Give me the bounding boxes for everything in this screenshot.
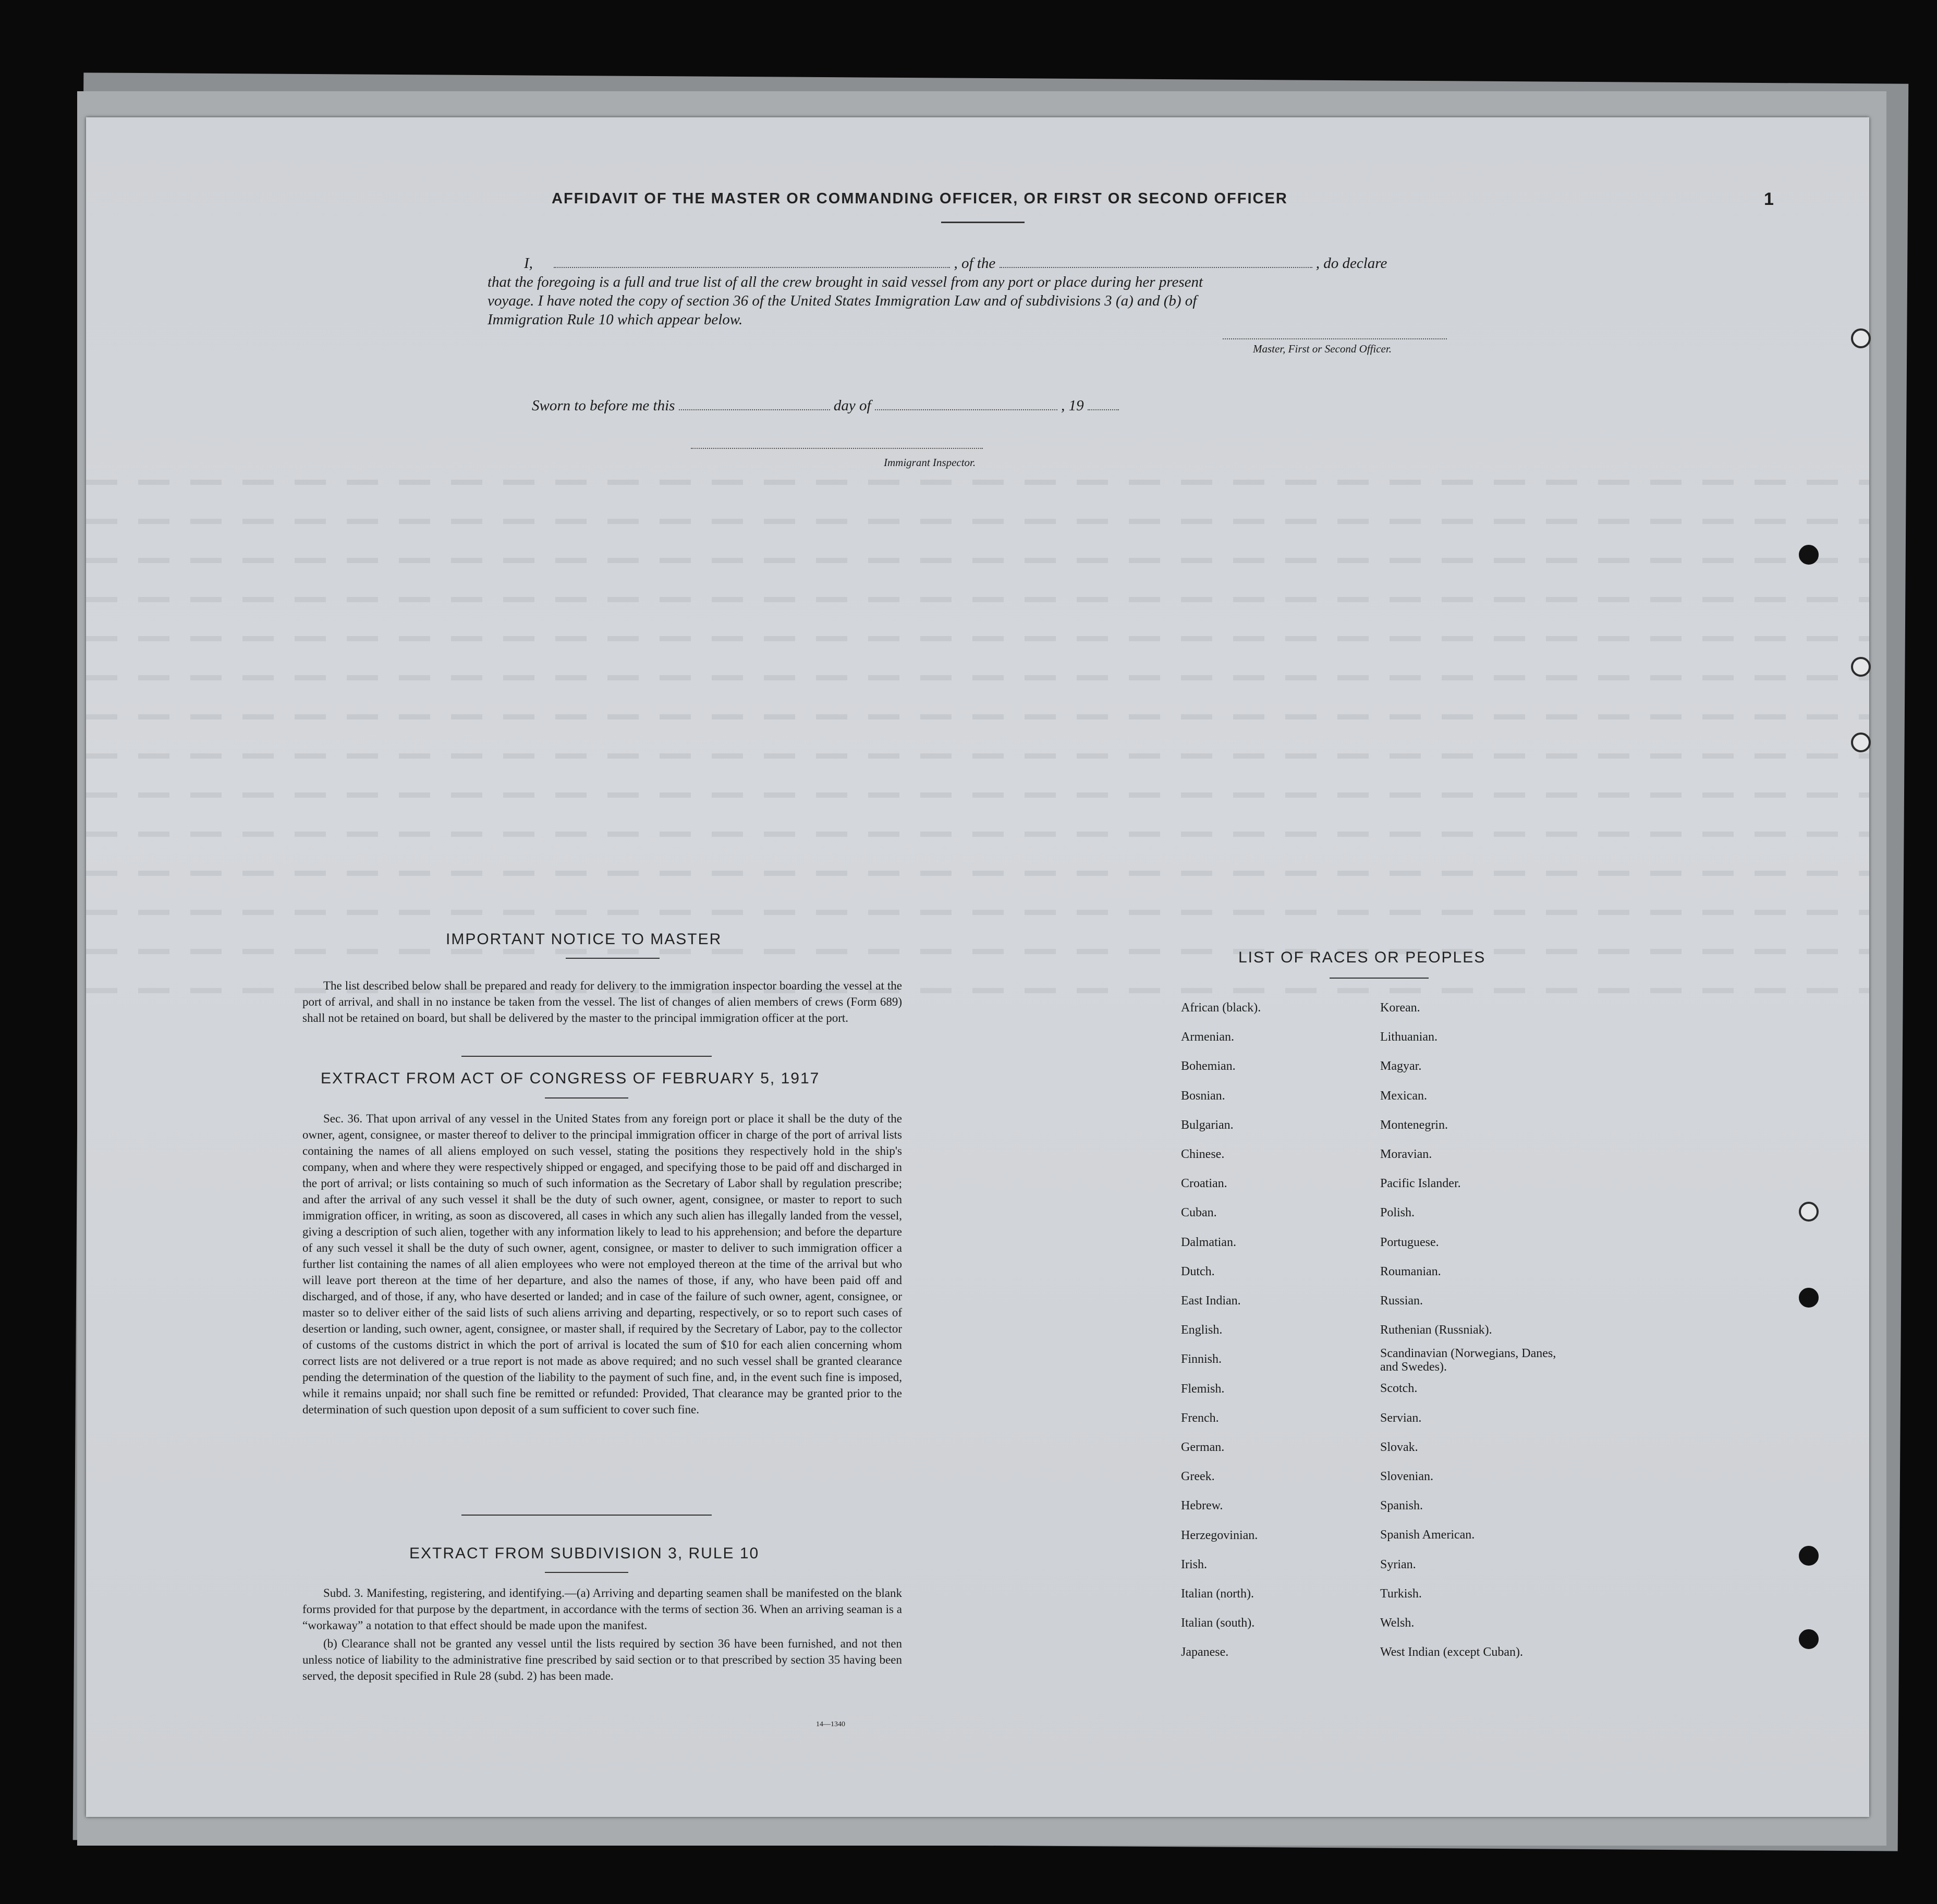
punch-hole	[1851, 657, 1871, 677]
act-title: EXTRACT FROM ACT OF CONGRESS OF FEBRUARY 5, 1917	[321, 1070, 820, 1087]
affidavit-line2: that the foregoing is a full and true list of all the crew brought in said vessel from any port or place during her present	[488, 274, 1203, 290]
rule-text: Subd. 3. Manifesting, registering, and identifying.—(a) Arriving and departing seamen shall be manifested on the blank forms provided for that purpose by the department, in accordance with the terms of section 36. When an arriving seaman is a “workaway” a notation to that effect should be made upon the manifest. (b) Clearance shall not be granted any vessel until the lists required by section 36 have been furnished, and not then unless notice of liability to the administrative fine prescribed by said section or to that prescribed by section 35 having been served, the deposit specified in Rule 28 (subd. 2) has been made.	[302, 1586, 902, 1682]
race-item: German.	[1181, 1441, 1225, 1455]
affidavit-body	[488, 254, 1468, 329]
divider-rule	[461, 1515, 712, 1516]
race-item: Armenian.	[1181, 1030, 1234, 1044]
act-rule	[545, 1097, 628, 1099]
race-item: Japanese.	[1181, 1645, 1229, 1659]
title-rule	[941, 222, 1025, 223]
race-item: Montenegrin.	[1380, 1118, 1448, 1132]
race-item: Hebrew.	[1181, 1499, 1223, 1513]
race-item: French.	[1181, 1411, 1219, 1425]
inspector-signature-line	[691, 435, 983, 449]
race-item: Italian (south).	[1181, 1616, 1255, 1630]
form-number: 14—1340	[816, 1720, 845, 1728]
name-blank	[554, 254, 950, 268]
rule-title: EXTRACT FROM SUBDIVISION 3, RULE 10	[409, 1545, 760, 1562]
race-item: Turkish.	[1380, 1586, 1422, 1601]
affidavit-title: AFFIDAVIT OF THE MASTER OR COMMANDING OFFICER, OR FIRST OR SECOND OFFICER	[552, 190, 1288, 207]
race-item: Moravian.	[1380, 1148, 1432, 1162]
race-item: Scandinavian (Norwegians, Danes, and Swedes).	[1380, 1347, 1556, 1374]
rule-title-rule	[545, 1572, 628, 1573]
race-item: Italian (north).	[1181, 1587, 1254, 1601]
sworn-text: Sworn to before me this	[532, 397, 675, 414]
affidavit-line4: Immigration Rule 10 which appear below.	[488, 311, 743, 328]
punch-hole	[1799, 1202, 1819, 1222]
race-item: Servian.	[1380, 1411, 1422, 1425]
race-item: Pacific Islander.	[1380, 1177, 1461, 1191]
race-item: Syrian.	[1380, 1557, 1416, 1571]
year-text: , 19	[1061, 397, 1084, 414]
race-item: Mexican.	[1380, 1089, 1427, 1103]
notice-title: IMPORTANT NOTICE TO MASTER	[446, 931, 722, 948]
race-item: Ruthenian (Russniak).	[1380, 1323, 1492, 1337]
punch-hole	[1799, 1629, 1819, 1649]
race-item: Roumanian.	[1380, 1264, 1441, 1278]
punch-hole	[1851, 733, 1871, 752]
race-item: Irish.	[1181, 1557, 1207, 1571]
race-item: Bulgarian.	[1181, 1118, 1234, 1132]
punch-hole	[1799, 1546, 1819, 1566]
race-item: East Indian.	[1181, 1294, 1241, 1308]
race-item: African (black).	[1181, 1001, 1261, 1015]
race-item: Chinese.	[1181, 1148, 1225, 1162]
race-item: Herzegovinian.	[1181, 1528, 1258, 1542]
vessel-blank	[1000, 254, 1312, 268]
race-item: Magyar.	[1380, 1059, 1422, 1073]
year-blank	[1088, 397, 1119, 410]
races-left-column	[1181, 993, 1358, 1667]
do-declare-text: , do declare	[1315, 255, 1387, 272]
race-item: Croatian.	[1181, 1177, 1227, 1191]
affidavit-i: I,	[524, 255, 533, 272]
races-rule	[1330, 978, 1429, 979]
race-item: Spanish American.	[1380, 1528, 1475, 1542]
race-item: Greek.	[1181, 1470, 1215, 1484]
affidavit-line3: voyage. I have noted the copy of section 36 of the United States Immigration Law and of subdivisions 3 (a) and (b) of	[488, 292, 1197, 309]
race-item: West Indian (except Cuban).	[1380, 1645, 1523, 1659]
race-item: Finnish.	[1181, 1352, 1222, 1366]
day-of-text: day of	[833, 397, 871, 414]
race-item: Dutch.	[1181, 1264, 1215, 1278]
race-item: Lithuanian.	[1380, 1030, 1437, 1044]
signature-caption: Master, First or Second Officer.	[1253, 343, 1392, 355]
race-item: Slovenian.	[1380, 1470, 1433, 1484]
race-item: English.	[1181, 1323, 1223, 1337]
punch-hole	[1851, 328, 1871, 348]
punch-hole	[1799, 545, 1819, 565]
race-item: Korean.	[1380, 1001, 1420, 1015]
race-item: Dalmatian.	[1181, 1235, 1236, 1249]
act-text: Sec. 36. That upon arrival of any vessel in the United States from any foreign port or place it shall be the duty of the owner, agent, consignee, or master thereof to deliver to the principal immigration officer in charge of the port of arrival lists containing the names of all aliens employed on such vessel, stating the positions they respectively hold in the ship's company, when and where they were respectively shipped or engaged, and specifying those to be paid off and discharged in the port of arrival; or lists containing so much of such information as the Secretary of Labor shall by regulation prescribe; and after the arrival of any such vessel it shall be the duty of such owner, agent, consignee, or master to report to such immigration officer, in writing, as soon as discovered, all cases in which any such alien has illegally landed from the vessel, giving a description of such alien, together with any information likely to lead to his apprehension; and before the departure of any such vessel it shall be the duty of such owner, agent, consignee, or master to deliver to such immigration officer a further list containing the names of all alien employees who were not employed thereon at the time of the arrival but who will leave port thereon at the time of her departure, and also the names of those, if any, who have been paid off and discharged, and of those, if any, who have deserted or landed; and in case of the failure of such owner, agent, consignee, or master so to deliver either of the said lists of such aliens arriving and departing, respectively, or so to report such cases of desertion or landing, such owner, agent, consignee, or master shall, if required by the Secretary of Labor, pay to the collector of customs of the customs district in which the port of arrival is located the sum of $10 for each alien concerning whom correct lists are not delivered or a true report is not made as above required; and no such vessel shall be granted clearance pending the determination of the question of the liability to the payment of such fine, and, in the event such fine is imposed, while it remains unpaid; nor shall such fine be remitted or refunded: Provided, That clearance may be granted prior to the determination of such question upon deposit of a sum sufficient to cover such fine.	[302, 1112, 902, 1416]
manifest-page	[86, 117, 1869, 1817]
punch-hole	[1799, 1288, 1819, 1308]
race-item: Cuban.	[1181, 1206, 1217, 1220]
day-blank	[679, 397, 830, 410]
race-item: Scotch.	[1380, 1382, 1418, 1396]
notice-rule	[566, 958, 660, 959]
month-blank	[875, 397, 1057, 410]
notice-text: The list described below shall be prepared and ready for delivery to the immigration inspector boarding the vessel at the port of arrival, and shall in no instance be taken from the vessel. The list of changes of alien members of crews (Form 689) shall not be retained on board, but shall be delivered by the master to the principal immigration officer at the port.	[302, 979, 902, 1024]
races-title: LIST OF RACES OR PEOPLES	[1238, 949, 1486, 966]
race-item: Slovak.	[1380, 1440, 1418, 1454]
race-item: Portuguese.	[1380, 1235, 1439, 1249]
race-item: Bohemian.	[1181, 1059, 1236, 1073]
signature-line	[1223, 326, 1447, 339]
inspector-caption: Immigrant Inspector.	[884, 456, 976, 469]
races-right-column	[1380, 993, 1620, 1667]
page-number: 1	[1764, 189, 1774, 209]
race-item: Bosnian.	[1181, 1089, 1225, 1103]
divider-rule	[461, 1056, 712, 1057]
race-item: Russian.	[1380, 1294, 1423, 1308]
race-item: Flemish.	[1181, 1382, 1225, 1396]
race-item: Welsh.	[1380, 1616, 1415, 1630]
sworn-line	[532, 396, 1119, 415]
of-the-text: , of the	[954, 255, 996, 272]
race-item: Polish.	[1380, 1206, 1415, 1220]
race-item: Spanish.	[1380, 1499, 1423, 1513]
